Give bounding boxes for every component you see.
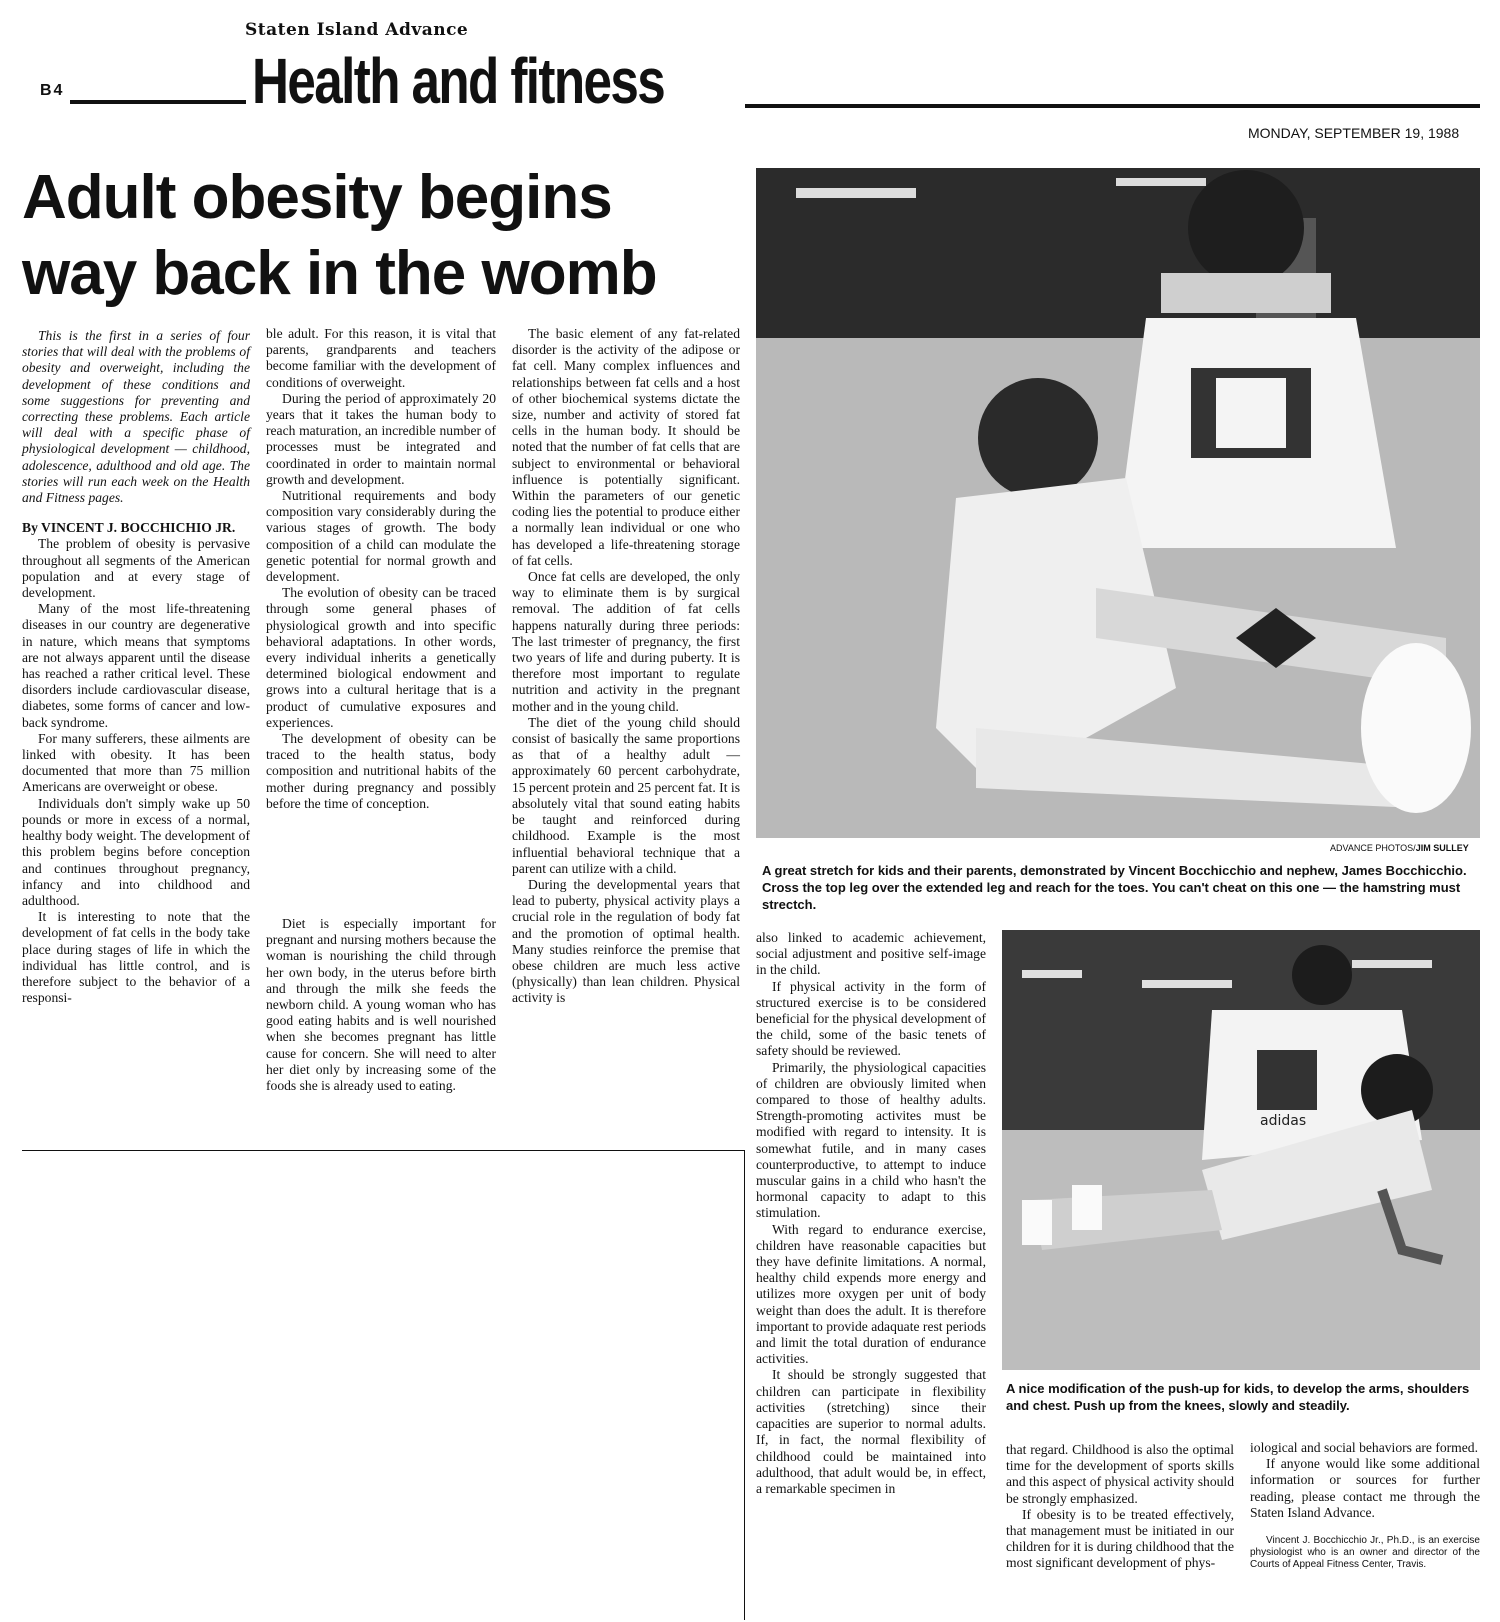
paragraph: It is interesting to note that the development of fat cells in the body take place during stages of life in which the individual has little control, and is therefore subject to the behavior of a responsi-	[22, 909, 250, 1006]
section-title: Health and fitness	[252, 45, 665, 117]
paragraph: The development of obesity can be traced to the health status, body composition and nutritional habits of the mother during pregnancy and possibly before the time of conception.	[266, 731, 496, 811]
article-column-1	[22, 328, 250, 1006]
article-column-2b	[266, 916, 496, 1094]
paragraph: During the period of approximately 20 years that it takes the human body to reach maturation, an incredible number of processes must be integrated and coordinated in order to maintain normal growth and development.	[266, 390, 496, 487]
article-column-5	[1006, 1442, 1234, 1572]
photo-credit-prefix: ADVANCE PHOTOS/	[1330, 843, 1416, 853]
paragraph: The evolution of obesity can be traced through some general phases of physiological growth and into specific behavioral adaptations. In other words, every individual inherits a genetically determined biological endowment and grows into a cultural heritage that is a product of cumulative exposures and experiences.	[266, 585, 496, 730]
photo-credit	[1330, 843, 1469, 853]
byline: By VINCENT J. BOCCHICHIO JR.	[22, 520, 236, 536]
paragraph: that regard. Childhood is also the optimal time for the development of sports skills and this aspect of physical activity should be strongly emphasized.	[1006, 1442, 1234, 1506]
headline-line-1: Adult obesity begins	[22, 163, 612, 232]
paragraph: The diet of the young child should consist of basically the same proportions as that of a healthy adult — approximately 60 percent carbohydrate, 15 percent protein and 25 percent fat. It is absolutely vital that sound eating habits be taught and reinforced during childhood. Example is the most influential behavioral technique that a parent can utilize with a child.	[512, 714, 740, 876]
paragraph: If physical activity in the form of structured exercise is to be considered beneficial for the physical development of the child, some of the basic tenets of safety should be reviewed.	[756, 978, 986, 1059]
headline	[22, 160, 722, 312]
paragraph: It should be strongly suggested that children can participate in flexibility activities (stretching) since their capacities are superior to normal adults. If, in fact, the normal flexibility of childhood could be maintained into adulthood, that adult would be, in effect, a remarkable specimen in	[756, 1367, 986, 1496]
photo-stretch-illustration	[756, 168, 1480, 838]
article-bottom-rule	[22, 1150, 744, 1151]
paragraph: ble adult. For this reason, it is vital that parents, grandparents and teachers become familiar with the development of conditions of overweight.	[266, 326, 496, 390]
author-bio: Vincent J. Bocchicchio Jr., Ph.D., is an exercise physiologist who is an owner and director of the Courts of Appeal Fitness Center, Travis.	[1250, 1535, 1480, 1571]
shirt-text: adidas	[1260, 1113, 1307, 1129]
photo-credit-name: JIM SULLEY	[1415, 843, 1469, 853]
intro-text: This is the first in a series of four stories that will deal with the problems of obesity and overweight, including the development of these conditions and some suggestions for preventing and correcting these problems. Each article will deal with a specific phase of physiological development — childhood, adolescence, adulthood and old age. The stories will run each week on the Health and Fitness pages.	[22, 328, 250, 506]
article-column-3	[512, 326, 740, 1007]
paragraph: iological and social behaviors are formed.	[1250, 1440, 1478, 1455]
paragraph: Individuals don't simply wake up 50 pounds or more in excess of a normal, healthy body weight. The development of this problem begins before conception and continues throughout pregnancy, infancy and into childhood and adulthood.	[22, 795, 250, 908]
paragraph: also linked to academic achievement, social adjustment and positive self-image in the child.	[756, 930, 986, 978]
article-column-6	[1250, 1440, 1480, 1571]
paragraph: With regard to endurance exercise, children have reasonable capacities but they have definite limitations. A normal, healthy child expends more energy and utilizes more oxygen per unit of body weight than does the adult. It is therefore important to provide adaquate rest periods and limit the total duration of endurance activities.	[756, 1221, 986, 1367]
photo-pushup-illustration	[1002, 930, 1480, 1370]
headline-line-2: way back in the womb	[22, 239, 657, 308]
paragraph: During the developmental years that lead to puberty, physical activity plays a crucial role in the regulation of body fat and the promotion of optimal health. Many studies reinforce the premise that obese children are much less active (physically) than lean children. Physical activity is	[512, 876, 740, 1006]
page-number: B4	[40, 82, 65, 99]
paragraph: If obesity is to be treated effectively, that management must be initiated in our children for it is during childhood that the most significant development of phys-	[1006, 1506, 1234, 1571]
masthead: Staten Island Advance	[245, 20, 469, 40]
article-column-4	[756, 930, 986, 1497]
paragraph: Many of the most life-threatening diseases in our country are degenerative in nature, which means that symptoms are not always apparent until the disease has reached a rather critical level. These disorders include cardiovascular disease, diabetes, some forms of cancer and low-back syndrome.	[22, 601, 250, 730]
article-column-2	[266, 326, 496, 812]
paragraph: Primarily, the physiological capacities of children are obviously limited when compared to those of healthy adults. Strength-promoting activites must be modified with regard to intensity. It is somewhat futile, and in many cases counterproductive, to attempt to induce muscular gains in a child who hasn't the hormonal capacity to adapt to this stimulation.	[756, 1059, 986, 1221]
paragraph: The problem of obesity is pervasive throughout all segments of the American population and at every stage of development.	[22, 536, 250, 601]
header-rule-left	[70, 100, 246, 104]
header-rule-right	[745, 104, 1480, 108]
photo-pushup-caption: A nice modification of the push-up for kids, to develop the arms, shoulders and chest. Push up from the knees, slowly and steadily.	[1006, 1381, 1470, 1413]
paragraph: Nutritional requirements and body composition vary considerably during the various stages of growth. The body composition of a child can modulate the genetic potential for normal growth and development.	[266, 488, 496, 585]
column-divider	[744, 1150, 745, 1620]
paragraph: Diet is especially important for pregnant and nursing mothers because the woman is nourishing the child through her own body, in the uterus before birth and through the milk she feeds the newborn child. A young woman who has good eating habits and is well nourished when she becomes pregnant has little cause for concern. She will need to alter her diet only by increasing some of the foods she is already used to eating.	[266, 916, 496, 1094]
photo-stretch-caption: A great stretch for kids and their parents, demonstrated by Vincent Bocchicchio and nephew, James Bocchicchio. Cross the top leg over the extended leg and reach for the toes. You can't cheat on this one — the hamstring must strectch.	[762, 863, 1467, 912]
photo-pushup	[1002, 930, 1480, 1370]
paragraph: Once fat cells are developed, the only way to eliminate them is by surgical removal. The addition of fat cells happens naturally during three periods: The last trimester of pregnancy, the first two years of life and during puberty. It is therefore most important to regulate nutrition and activity in the pregnant mother and in the young child.	[512, 569, 740, 714]
paragraph: The basic element of any fat-related disorder is the activity of the adipose or fat cell. Many complex influences and relationships between fat cells and a host of other biochemical systems dictate the size, number and activity of stored fat cells in the human body. It should be noted that the number of fat cells that are subject to environmental or behavioral influence is potentially significant. Within the parameters of our genetic coding lies the potential to produce either a normally lean individual or one who has developed a life-threatening storage of fat cells.	[512, 326, 740, 568]
photo-stretch	[756, 168, 1480, 838]
paragraph: For many sufferers, these ailments are linked with obesity. It has been documented that more than 75 million Americans are overweight or obese.	[22, 730, 250, 795]
issue-date: MONDAY, SEPTEMBER 19, 1988	[1248, 125, 1460, 141]
paragraph: If anyone would like some additional information or sources for further reading, please contact me through the Staten Island Advance.	[1250, 1456, 1480, 1520]
